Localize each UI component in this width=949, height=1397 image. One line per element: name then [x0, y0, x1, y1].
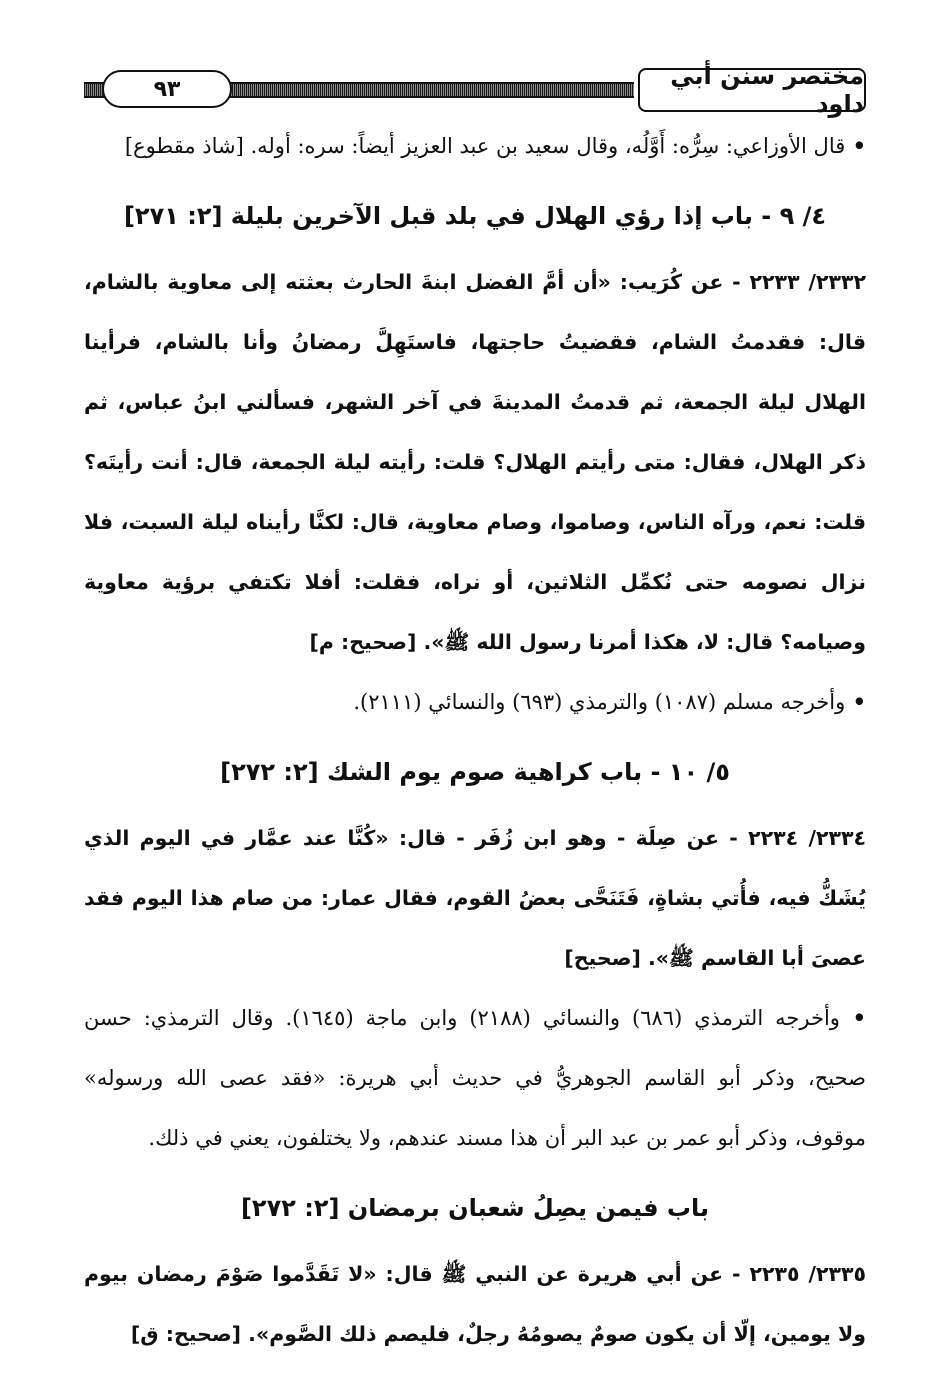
- page-number: ٩٣: [102, 70, 232, 108]
- hadith-2332: ٢٣٣٢/ ٢٢٣٣ - عن كُرَيب: «أن أمَّ الفضل ابنةَ الحارث بعثته إلى معاوية بالشام، قال: فقدمتُ الشام، فقضيتُ حاجتها، فاستَهِلَّ رمضانُ وأنا بالشام، فرأينا الهلال ليلة الجمعة، ثم قدمتُ المدينةَ في آخر الشهر، فسألني ابنُ عباس، ثم ذكر الهلال، فقال: متى رأيتم الهلال؟ قلت: رأيته ليلة الجمعة، قال: أنت رأيتَه؟ قلت: نعم، ورآه الناس، وصاموا، وصام معاوية، قال: لكنَّا رأيناه ليلة السبت، فلا نزال نصومه حتى نُكمِّل الثلاثين، أو نراه، فقلت: أفلا تكتفي برؤية معاوية وصيامه؟ قال: لا، هكذا أمرنا رسول الله ﷺ». [صحيح: م]: [84, 270, 866, 654]
- takhrij-2332: • وأخرجه مسلم (١٠٨٧) والترمذي (٦٩٣) والنسائي (٢١١١).: [84, 672, 866, 732]
- chapter-heading: ٤/ ٩ - باب إذا رؤي الهلال في بلد قبل الآخرين بليلة [٢: ٢٧١]: [123, 202, 827, 230]
- hadith-2334: ٢٣٣٤/ ٢٢٣٤ - عن صِلَة - وهو ابن زُفَر - قال: «كُنَّا عند عمَّار في اليوم الذي يُشَكُّ فيه، فأُتي بشاةٍ، فَتَنَحَّى بعضُ القوم، فقال عمار: من صام هذا اليوم فقد عصىَ أبا القاسم ﷺ». [صحيح]: [84, 826, 866, 970]
- athar-awzai: • قال الأوزاعي: سِرُّه: أَوَّلُه، وقال سعيد بن عبد العزيز أيضاً: سره: أوله. [شاذ مقطوع]: [84, 116, 866, 176]
- hadith-2335: ٢٣٣٥/ ٢٢٣٥ - عن أبي هريرة عن النبي ﷺ قال: «لا تَقَدَّموا صَوْمَ رمضان بيوم ولا يومين، إلّا أن يكون صومٌ يصومُهُ رجلٌ، فليصم ذلك الصَّوم». [صحيح: ق]: [84, 1262, 866, 1346]
- page-header: [84, 62, 866, 118]
- takhrij-2334: • وأخرجه الترمذي (٦٨٦) والنسائي (٢١٨٨) وابن ماجة (١٦٤٥). وقال الترمذي: حسن صحيح، وذكر أبو القاسم الجوهريُّ في حديث أبي هريرة: «فقد عصى الله ورسوله» موقوف، وذكر أبو عمر بن عبد البر أن هذا مسند عندهم، ولا يختلفون، يعني في ذلك.: [84, 988, 866, 1168]
- page-body: [84, 116, 866, 1364]
- book-title: مختصر سنن أبي داود: [638, 68, 866, 112]
- chapter-heading: باب فيمن يصِلُ شعبان برمضان [٢: ٢٧٢]: [240, 1194, 710, 1222]
- chapter-heading: ٥/ ١٠ - باب كراهية صوم يوم الشك [٢: ٢٧٢]: [220, 758, 730, 786]
